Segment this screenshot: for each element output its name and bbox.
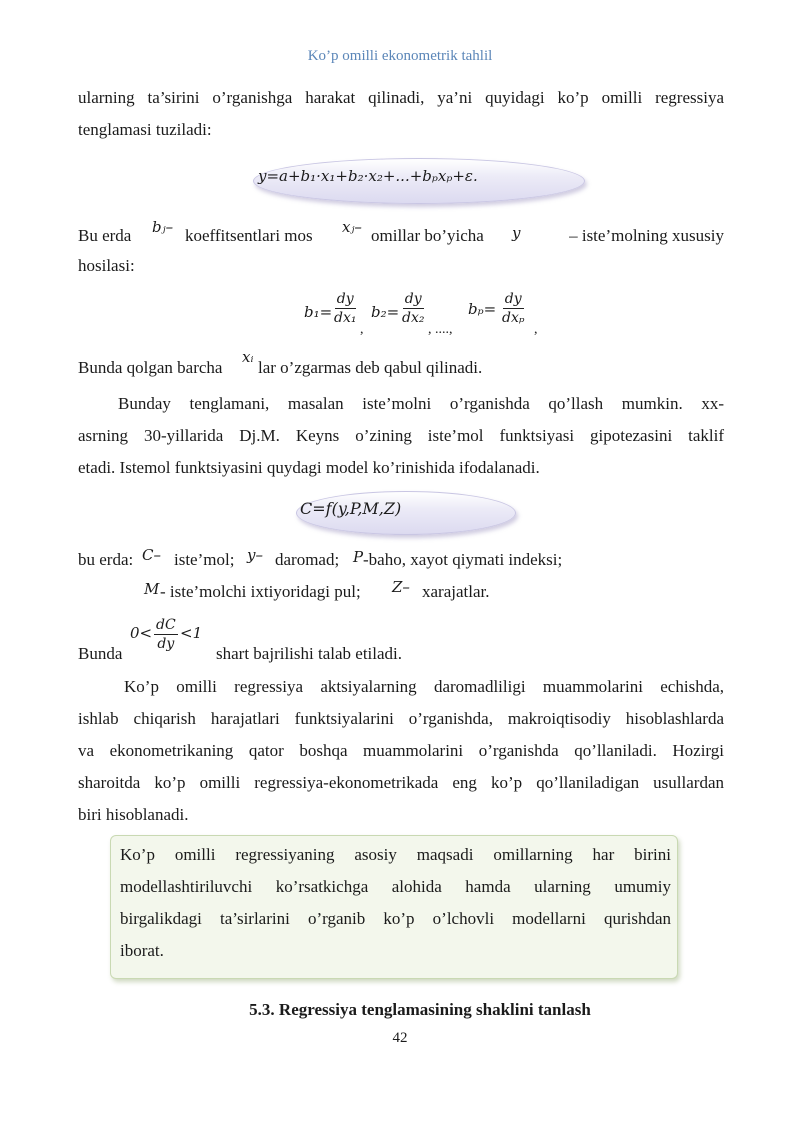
bp-label: bₚ= [468, 300, 497, 318]
variable-p-desc: -baho, xayot qiymati indeksi; [363, 550, 563, 569]
symbol-z: Z– [392, 578, 410, 596]
application-line-2: ishlab chiqarish harajatlari funktsiyalarini o’rganishda, makroiqtisodiy hisoblashlarda [78, 709, 724, 728]
definition-line-2: hosilasi: [78, 256, 135, 275]
variables-line-1 [78, 548, 724, 576]
symbol-bj: bⱼ– [152, 218, 174, 236]
intro-line-1: ularning ta’sirini o’rganishga harakat qilinadi, ya’ni quyidagi ko’p omilli regressiya [78, 88, 724, 107]
callout-line-2: modellashtiriluvchi ko’rsatkichga alohida hamda ularning umumiy [120, 877, 671, 896]
variable-c-desc: iste’mol; [174, 550, 235, 569]
intro-paragraph [78, 82, 724, 146]
callout-line-1: Ko’p omilli regressiyaning asosiy maqsadi omillarning har birini [120, 845, 671, 864]
fraction-dy-dx1 [334, 290, 356, 327]
callout-line-4: iborat. [120, 941, 164, 960]
keynes-line-1: Bunday tenglamani, masalan iste’molni o’rganishda qo’llash mumkin. xx- [118, 394, 724, 413]
constant-note-post: lar o’zgarmas deb qabul qilinadi. [258, 358, 483, 377]
bp-denominator: dxₚ [502, 310, 525, 326]
constant-note-pre: Bunda qolgan barcha [78, 358, 223, 377]
application-line-4: sharoitda ko’p omilli regressiya-ekonometrikada eng ko’p qo’llaniladigan usullardan [78, 773, 724, 792]
keynes-line-3: etadi. Istemol funktsiyasini quydagi model ko’rinishida ifodalanadi. [78, 458, 540, 477]
condition-lhs: 0< [130, 624, 153, 642]
callout-text [120, 839, 671, 967]
condition-pre: Bunda [78, 644, 123, 663]
variables-pre: bu erda: [78, 550, 134, 569]
intro-line-2: tenglamasi tuziladi: [78, 120, 212, 139]
symbol-xi: xᵢ [242, 348, 254, 366]
application-paragraph [78, 671, 724, 831]
constant-note [78, 348, 724, 384]
application-line-3: va ekonometrikaning qator boshqa muammolarini o’rganishda qo’llaniladi. Hozirgi [78, 741, 724, 760]
definition-line-1 [78, 218, 724, 254]
partial-derivatives [304, 288, 564, 340]
callout-line-3: birgalikdagi ta’sirlarini o’rganib ko’p o’lchovli modellarni qurishdan [120, 909, 671, 928]
running-header: Ko’p omilli ekonometrik tahlil [307, 48, 493, 64]
condition-post: shart bajrilishi talab etiladi. [216, 644, 403, 663]
separator-3: , [534, 322, 538, 337]
b1-label: b₁= [304, 303, 333, 321]
symbol-m: M [144, 580, 160, 598]
b2-numerator: dy [404, 291, 422, 307]
consumption-function: C=f(y,P,M,Z) [300, 499, 402, 518]
page-number: 42 [392, 1030, 408, 1046]
condition-numerator: dC [156, 617, 176, 633]
condition-rhs: <1 [180, 624, 203, 642]
application-line-5: biri hisoblanadi. [78, 805, 189, 824]
condition-line [78, 614, 724, 668]
symbol-c: C– [142, 546, 161, 564]
definition-text-3: omillar bo’yicha [371, 226, 484, 245]
separator-1: , [360, 322, 364, 337]
fraction-dy-dxp [502, 290, 524, 327]
application-line-1: Ko’p omilli regressiya aktsiyalarning daromadliligi muammolarini echishda, [124, 677, 724, 696]
variable-m-desc: - iste’molchi ixtiyoridagi pul; [160, 582, 361, 601]
symbol-p: P [353, 548, 364, 566]
regression-equation: y=a+b₁·x₁+b₂·x₂+...+bₚxₚ+ε. [258, 167, 478, 185]
symbol-y: y [512, 224, 521, 242]
b2-label: b₂= [371, 303, 400, 321]
fraction-dy-dx2 [402, 290, 424, 327]
condition-denominator: dy [157, 636, 175, 652]
keynes-line-2: asrning 30-yillarida Dj.M. Keyns o’zining iste’mol funktsiyasi gipotezasini taklif [78, 426, 724, 445]
separator-2: , ...., [428, 322, 453, 337]
b2-denominator: dx₂ [402, 310, 425, 326]
definition-text-1: Bu erda [78, 226, 132, 245]
definition-text-4: – iste’molning xususiy [569, 226, 724, 245]
variable-y-desc: daromad; [275, 550, 340, 569]
keynes-paragraph [78, 388, 724, 484]
b1-denominator: dx₁ [334, 310, 357, 326]
variables-line-2 [144, 580, 644, 608]
b1-numerator: dy [336, 291, 354, 307]
fraction-dc-dy [154, 616, 178, 653]
variable-z-desc: xarajatlar. [422, 582, 490, 601]
definition-text-2: koeffitsentlari mos [185, 226, 313, 245]
section-heading: 5.3. Regressiya tenglamasining shaklini tanlash [249, 1000, 591, 1019]
bp-numerator: dy [504, 291, 522, 307]
symbol-xj: xⱼ– [342, 218, 362, 236]
symbol-y-income: y– [247, 546, 263, 564]
